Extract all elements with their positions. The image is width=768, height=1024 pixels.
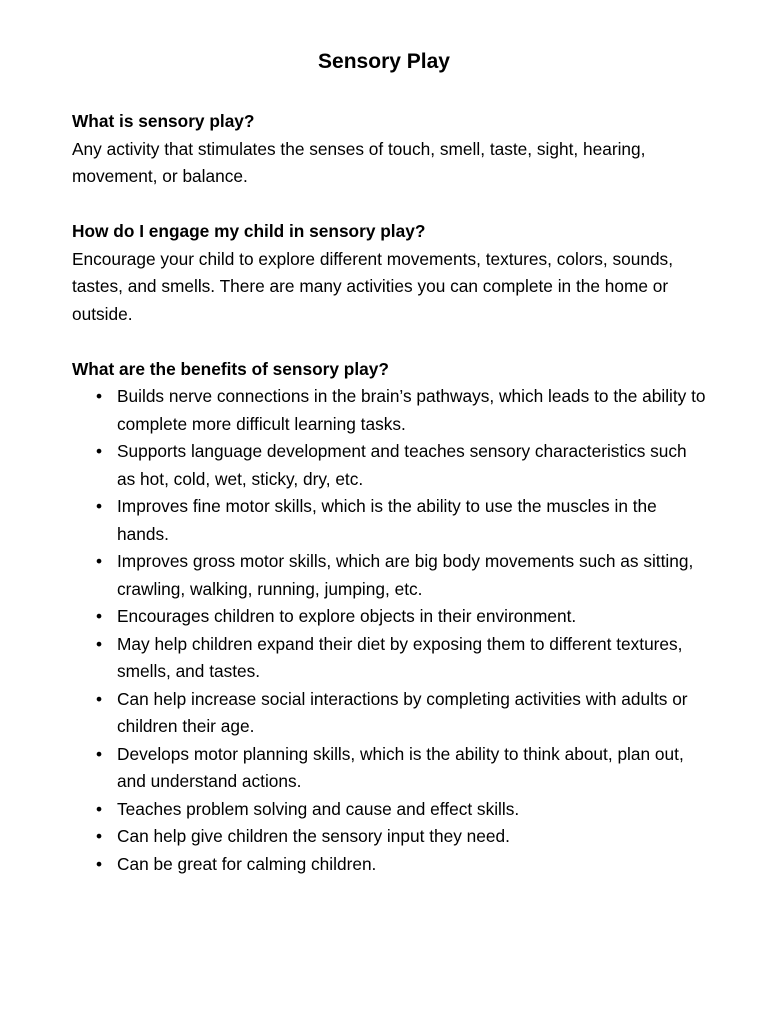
list-item (72, 438, 708, 493)
bullet-icon: • (95, 688, 103, 709)
list-item-text: Can help give children the sensory input they need. (117, 826, 510, 846)
bullet-icon: • (95, 853, 103, 874)
section-body: Encourage your child to explore different movements, textures, colors, sounds, tastes, and smells. There are many activities you can complete in the home or outside. (72, 248, 673, 324)
list-item-text: May help children expand their diet by exposing them to different textures, smells, and tastes. (117, 633, 683, 681)
list-item (72, 548, 708, 603)
list-item-text: Builds nerve connections in the brain’s pathways, which leads to the ability to complete more difficult learning tasks. (117, 386, 706, 434)
list-item-text: Encourages children to explore objects in their environment. (117, 606, 577, 626)
bullet-icon: • (95, 496, 103, 516)
list-item (72, 851, 708, 879)
list-item-text: Improves fine motor skills, which is the ability to use the muscles in the hands. (117, 496, 657, 544)
section-heading: How do I engage my child in sensory play? (72, 221, 426, 241)
list-item-text: Supports language development and teaches sensory characteristics such as hot, cold, wet, sticky, dry, etc. (117, 441, 687, 489)
list-item (72, 741, 708, 796)
bullet-icon: • (95, 743, 103, 764)
list-item (72, 631, 708, 686)
list-item (72, 823, 708, 851)
page-title: Sensory Play (318, 50, 450, 73)
benefits-list (72, 383, 708, 878)
list-item (72, 493, 708, 548)
section-heading: What is sensory play? (72, 111, 255, 131)
bullet-icon: • (95, 386, 103, 406)
list-item (72, 383, 708, 438)
section-what-is (72, 108, 708, 191)
bullet-icon: • (95, 441, 103, 461)
section-heading: What are the benefits of sensory play? (72, 358, 389, 379)
list-item-text: Can help increase social interactions by completing activities with adults or children their age. (117, 688, 688, 736)
list-item (72, 603, 708, 631)
bullet-icon: • (95, 633, 103, 654)
section-how-to-engage (72, 218, 708, 328)
section-body: Any activity that stimulates the senses of touch, smell, taste, sight, hearing, movement, or balance. (72, 138, 646, 186)
section-benefits (72, 356, 708, 879)
bullet-icon: • (95, 551, 103, 571)
list-item (72, 796, 708, 824)
bullet-icon: • (95, 606, 103, 626)
list-item (72, 686, 708, 741)
list-item-text: Teaches problem solving and cause and effect skills. (117, 798, 520, 819)
bullet-icon: • (95, 826, 103, 846)
list-item-text: Improves gross motor skills, which are big body movements such as sitting, crawling, walking, running, jumping, etc. (117, 551, 694, 599)
list-item-text: Develops motor planning skills, which is the ability to think about, plan out, and understand actions. (117, 743, 684, 791)
document-content (72, 108, 708, 906)
bullet-icon: • (95, 798, 103, 819)
list-item-text: Can be great for calming children. (117, 853, 377, 874)
